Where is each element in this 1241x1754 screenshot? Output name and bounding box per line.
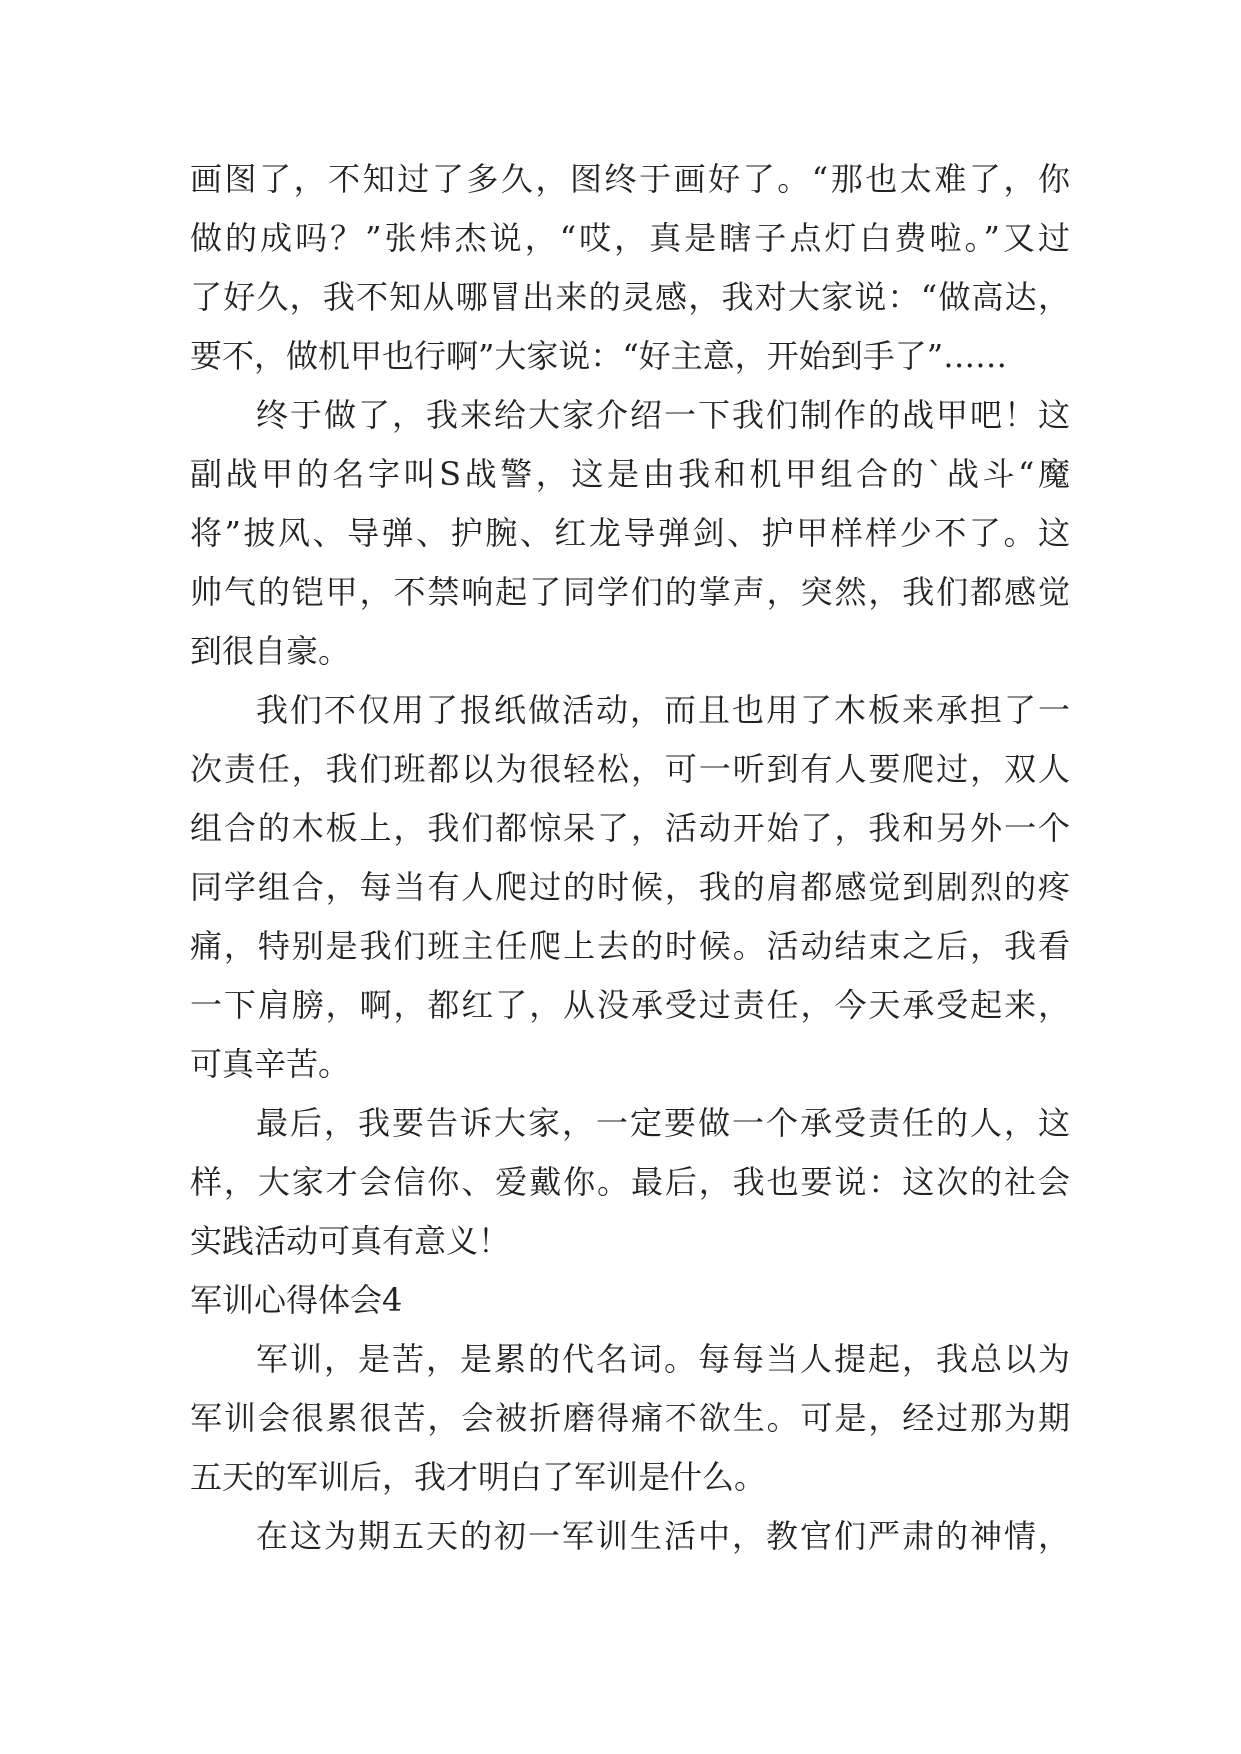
text-line: 我们不仅用了报纸做活动，而且也用了木板来承担了一 xyxy=(256,691,1070,729)
text-line: 在这为期五天的初一军训生活中，教官们严肃的神情， xyxy=(256,1517,1070,1555)
paragraph-battle-armor xyxy=(190,386,1070,681)
paragraph-continuation xyxy=(190,150,1070,386)
paragraph-conclusion xyxy=(190,1094,1070,1271)
text-line: 终于做了，我来给大家介绍一下我们制作的战甲吧！这 xyxy=(256,396,1070,434)
paragraph-wooden-board xyxy=(190,681,1070,1094)
paragraph-military-training-intro xyxy=(190,1330,1070,1507)
section-heading xyxy=(190,1271,1070,1330)
text-line: 做的成吗？”张炜杰说，“哎，真是瞎子点灯白费啦。”又过 xyxy=(190,219,1070,257)
paragraph-military-training-life xyxy=(190,1507,1070,1566)
text-line: 次责任，我们班都以为很轻松，可一听到有人要爬过，双人 xyxy=(190,750,1070,788)
text-line: 组合的木板上，我们都惊呆了，活动开始了，我和另外一个 xyxy=(190,809,1070,847)
text-line: 可真辛苦。 xyxy=(190,1045,351,1083)
text-line: 到很自豪。 xyxy=(190,632,351,670)
text-line: 军训，是苦，是累的代名词。每每当人提起，我总以为 xyxy=(256,1340,1070,1378)
text-line: 痛，特别是我们班主任爬上去的时候。活动结束之后，我看 xyxy=(190,927,1070,965)
text-line: 画图了，不知过了多久，图终于画好了。“那也太难了，你 xyxy=(190,160,1070,198)
text-line: 了好久，我不知从哪冒出来的灵感，我对大家说：“做高达， xyxy=(190,278,1070,316)
text-line: 军训会很累很苦，会被折磨得痛不欲生。可是，经过那为期 xyxy=(190,1399,1070,1437)
text-line: 帅气的铠甲，不禁响起了同学们的掌声，突然，我们都感觉 xyxy=(190,573,1070,611)
text-line: 同学组合，每当有人爬过的时候，我的肩都感觉到剧烈的疼 xyxy=(190,868,1070,906)
text-line: 副战甲的名字叫S战警，这是由我和机甲组合的`战斗“魔 xyxy=(190,455,1070,493)
text-line: 一下肩膀，啊，都红了，从没承受过责任，今天承受起来， xyxy=(190,986,1070,1024)
text-line: 要不，做机甲也行啊”大家说：“好主意，开始到手了”…… xyxy=(190,337,1008,375)
text-line: 实践活动可真有意义！ xyxy=(190,1222,511,1260)
text-line: 最后，我要告诉大家，一定要做一个承受责任的人，这 xyxy=(256,1104,1070,1142)
document-body xyxy=(190,150,1070,1566)
section-title: 军训心得体会4 xyxy=(190,1281,403,1319)
text-line: 样，大家才会信你、爱戴你。最后，我也要说：这次的社会 xyxy=(190,1163,1070,1201)
text-line: 五天的军训后，我才明白了军训是什么。 xyxy=(190,1458,767,1496)
text-line: 将”披风、导弹、护腕、红龙导弹剑、护甲样样少不了。这 xyxy=(190,514,1070,552)
